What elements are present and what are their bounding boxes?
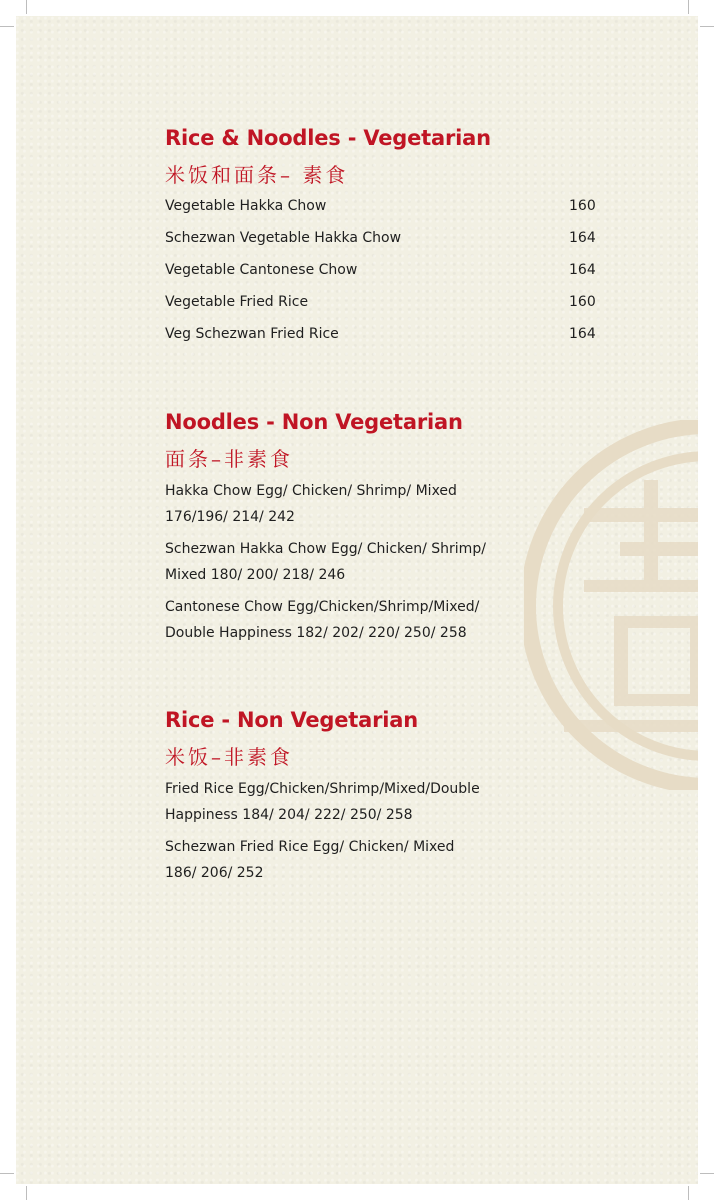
item-name: Vegetable Cantonese Chow (165, 262, 358, 278)
crop-mark-right-top (700, 26, 714, 27)
item-price: 160 (569, 294, 596, 310)
section-noodles-non-vegetarian (165, 408, 595, 652)
section-rice-noodles-vegetarian (165, 124, 595, 350)
item-line: Cantonese Chow Egg/Chicken/Shrimp/Mixed/ (165, 599, 480, 615)
item-line: Schezwan Hakka Chow Egg/ Chicken/ Shrimp/ (165, 541, 486, 557)
menu-item (165, 478, 495, 530)
crop-mark-right-bottom (700, 1173, 714, 1174)
menu-list (165, 190, 595, 350)
item-prices: 186/ 206/ 252 (165, 865, 264, 881)
item-price: 164 (569, 326, 596, 342)
section-title-chinese: 米饭和面条– 素食 (165, 163, 349, 187)
item-name: Vegetable Hakka Chow (165, 198, 327, 214)
item-prices: Double Happiness 182/ 202/ 220/ 250/ 258 (165, 625, 467, 641)
item-prices: 176/196/ 214/ 242 (165, 509, 295, 525)
item-line: Fried Rice Egg/Chicken/Shrimp/Mixed/Double (165, 781, 480, 797)
crop-mark-top-left (26, 0, 27, 14)
menu-item (165, 594, 495, 646)
section-title-chinese: 米饭–非素食 (165, 745, 293, 769)
item-name: Veg Schezwan Fried Rice (165, 326, 339, 342)
item-price: 164 (569, 262, 596, 278)
item-name: Vegetable Fried Rice (165, 294, 309, 310)
menu-item (165, 536, 495, 588)
item-price: 160 (569, 198, 596, 214)
menu-item (165, 190, 595, 222)
menu-item (165, 286, 595, 318)
section-title-chinese: 面条–非素食 (165, 447, 293, 471)
menu-list (165, 776, 595, 886)
menu-page (16, 16, 698, 1184)
item-price: 164 (569, 230, 596, 246)
crop-mark-top-right (688, 0, 689, 14)
item-prices: Mixed 180/ 200/ 218/ 246 (165, 567, 346, 583)
menu-item (165, 254, 595, 286)
crop-mark-bottom-left (26, 1186, 27, 1200)
crop-mark-left-bottom (0, 1173, 14, 1174)
menu-item (165, 776, 495, 828)
item-name: Schezwan Vegetable Hakka Chow (165, 230, 402, 246)
item-line: Hakka Chow Egg/ Chicken/ Shrimp/ Mixed (165, 483, 457, 499)
crop-mark-left-top (0, 26, 14, 27)
section-title: Rice - Non Vegetarian (165, 708, 418, 732)
menu-list (165, 478, 595, 646)
menu-item (165, 834, 495, 886)
section-title: Noodles - Non Vegetarian (165, 410, 463, 434)
section-title: Rice & Noodles - Vegetarian (165, 126, 491, 150)
section-rice-non-vegetarian (165, 706, 595, 892)
item-line: Schezwan Fried Rice Egg/ Chicken/ Mixed (165, 839, 455, 855)
crop-mark-bottom-right (688, 1186, 689, 1200)
item-prices: Happiness 184/ 204/ 222/ 250/ 258 (165, 807, 413, 823)
menu-item (165, 318, 595, 350)
menu-item (165, 222, 595, 254)
